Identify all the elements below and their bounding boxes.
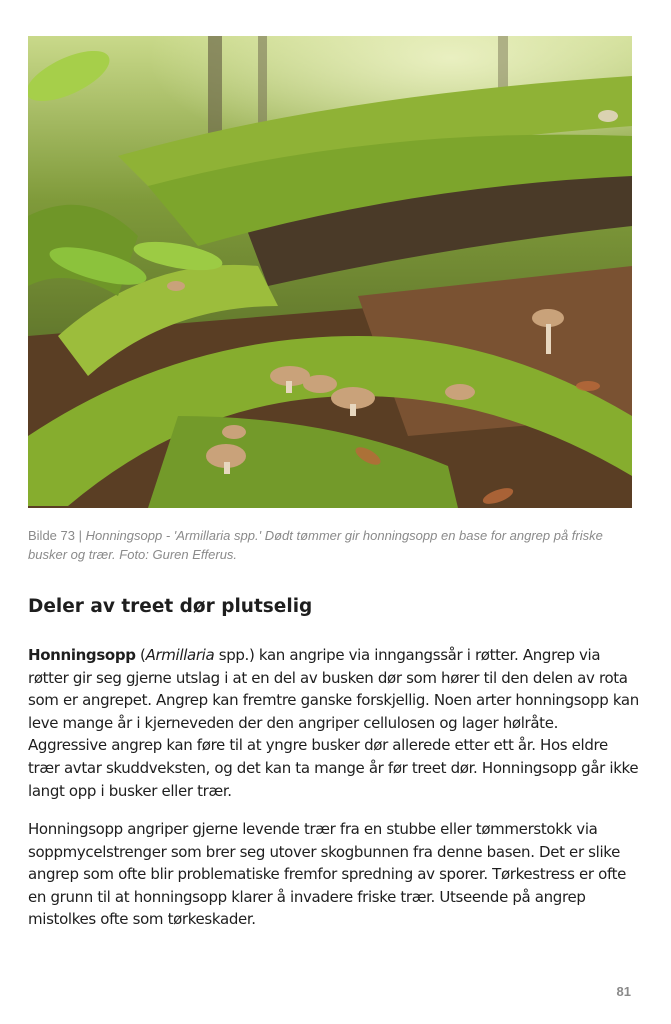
paren-open: ( (135, 646, 146, 664)
page-number: 81 (616, 984, 631, 999)
caption-number: Bilde 73 | (28, 528, 86, 543)
paragraph-1 (28, 644, 640, 802)
caption-text: Honningsopp - 'Armillaria spp.' Dødt tømmer gir honningsopp en base for angrep på friske busker og trær. Foto: Guren Efferus. (28, 528, 603, 562)
photo-caption (28, 526, 640, 564)
mushroom-forest-photo (28, 36, 632, 508)
latin-name: Armillaria (145, 646, 215, 664)
paragraph-2: Honningsopp angriper gjerne levende trær fra en stubbe eller tømmerstokk via soppmycelstrenger som brer seg utover skogbunnen fra denne basen. Det er slike angrep som ofte blir problematiske fremfor spredning av sporer. Tørkestress er ofte en grunn til at honningsopp klarer å invadere friske trær. Utseende på angrep mistolkes ofte som tørkeskader. (28, 820, 627, 929)
section-heading: Deler av treet dør plutselig (28, 596, 313, 617)
bold-term: Honningsopp (28, 646, 136, 664)
paragraph-1-text: spp.) kan angripe via inngangssår i røtter. Angrep via røtter gir seg gjerne utslag i at en del av busken dør som hører til den delen av rota som er angrepet. Angrep kan fremtre ganske forskjellig. Noen arter honningsopp kan leve mange år i kjerneveden der den angriper cellulosen og lager hølråte. Aggressive angrep kan føre til at yngre busker dør allerede etter ett år. Hos eldre trær avtar skuddveksten, og det kan ta mange år før treet dør. Honningsopp går ikke langt opp i busker eller trær. (28, 646, 639, 800)
